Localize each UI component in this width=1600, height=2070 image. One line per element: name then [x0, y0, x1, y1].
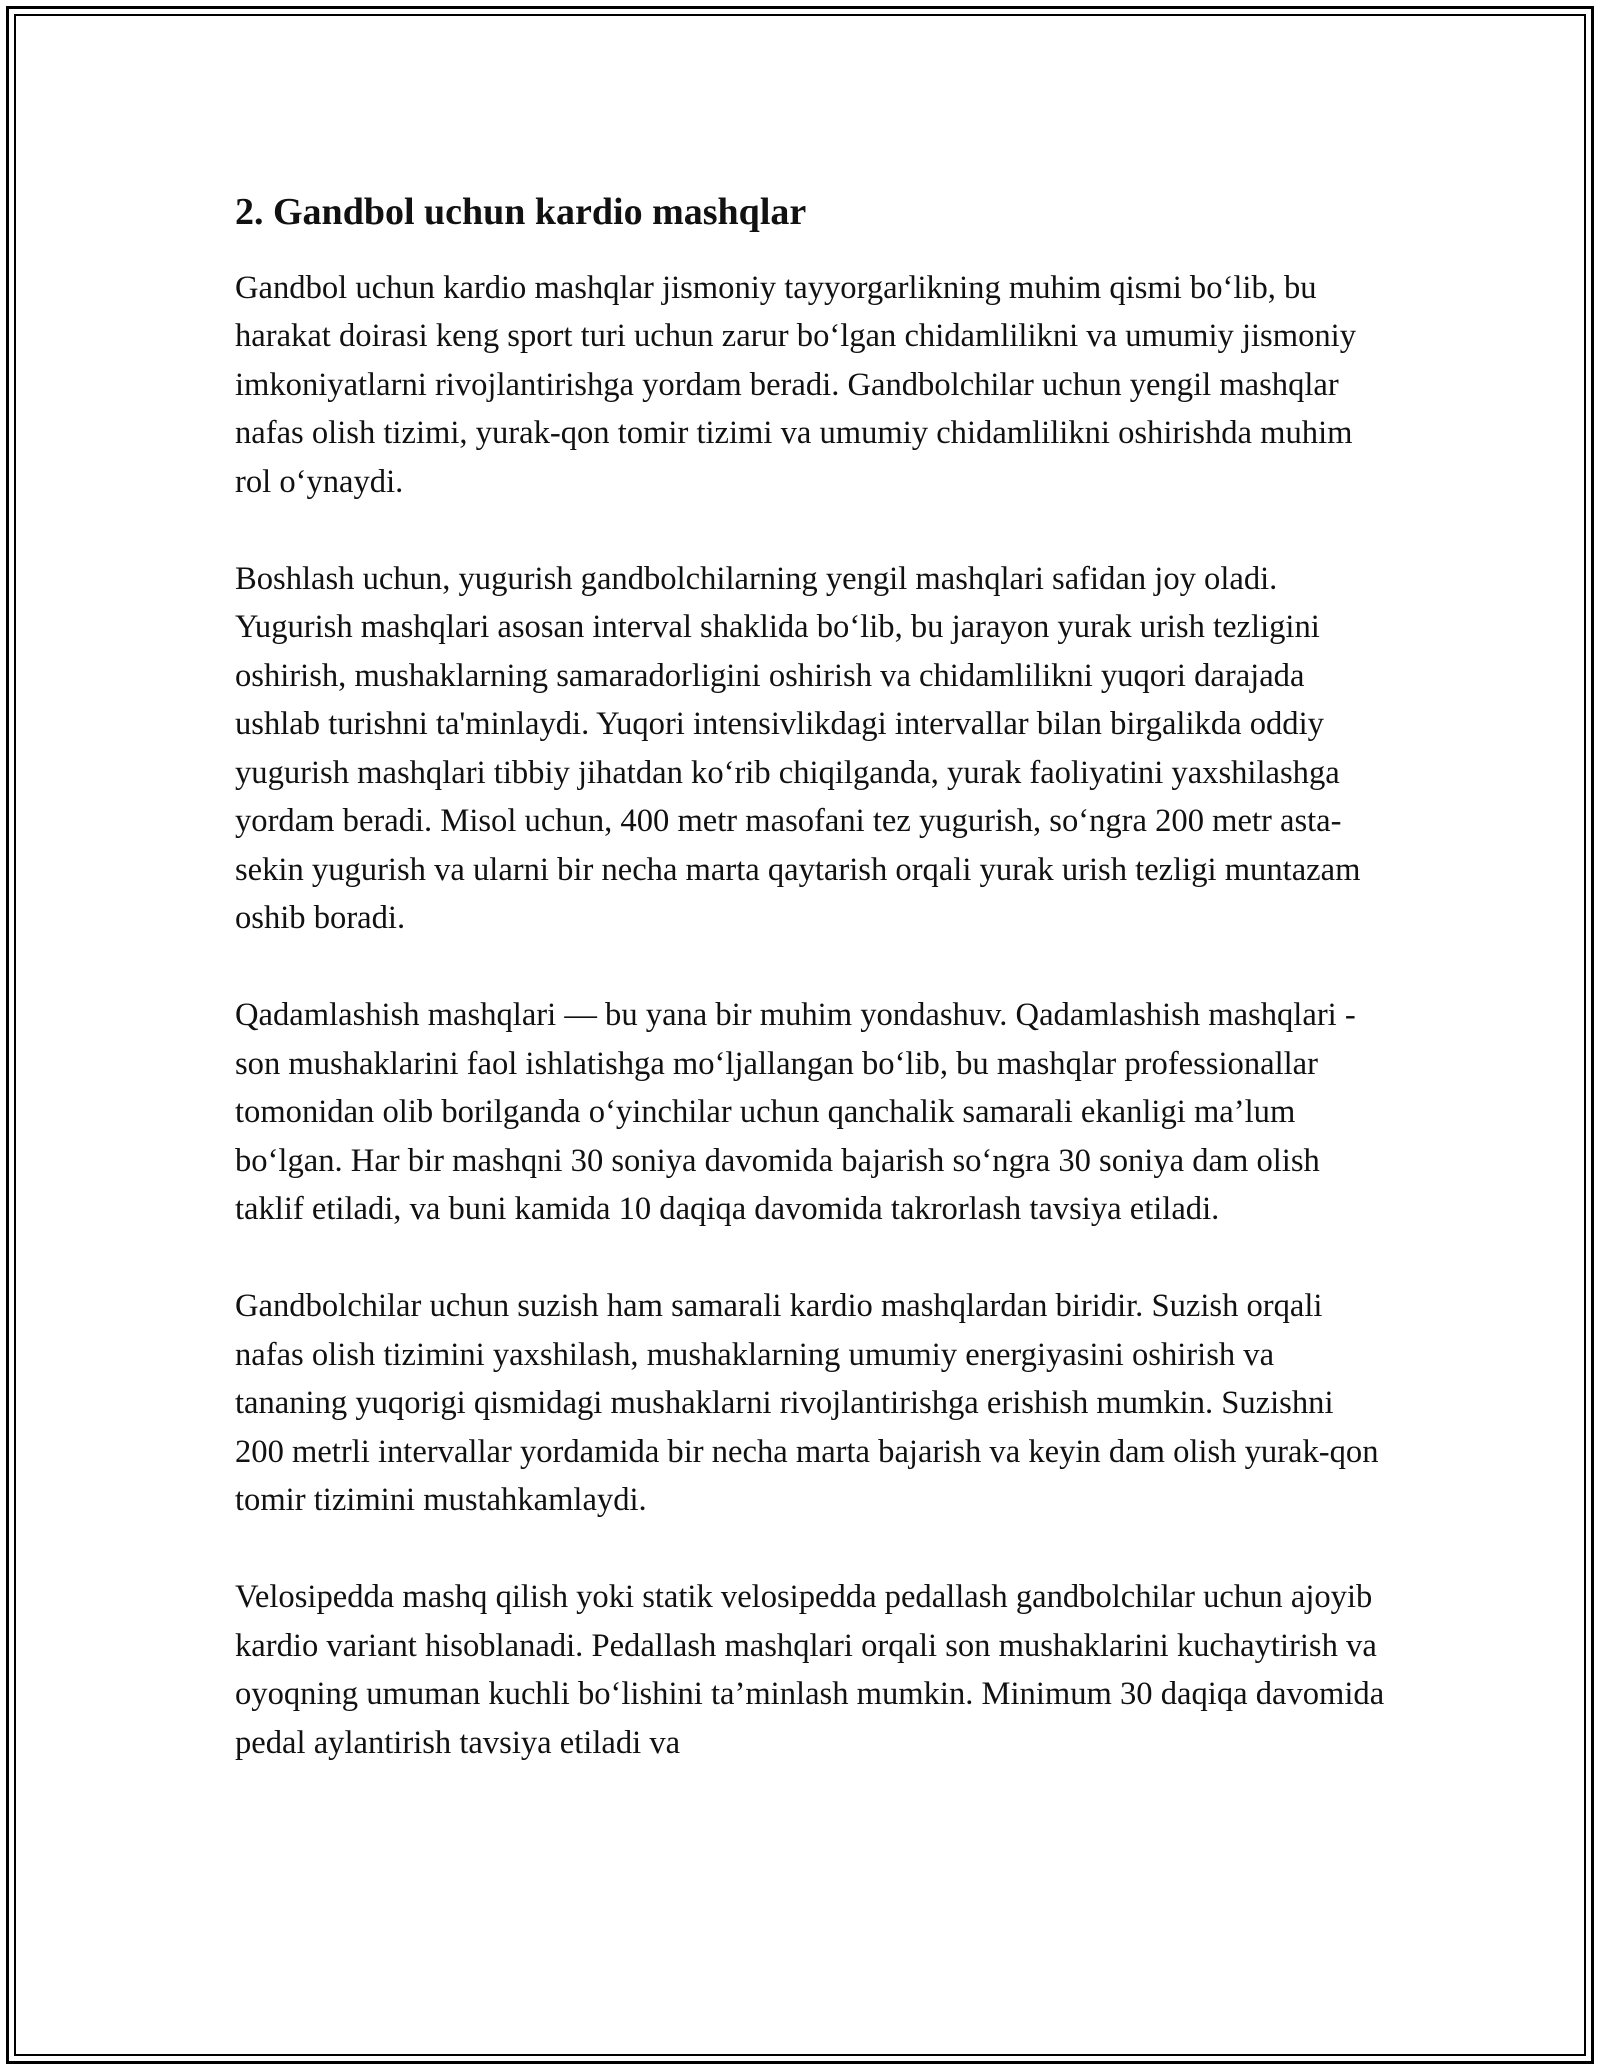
section-heading: 2. Gandbol uchun kardio mashqlar: [235, 191, 807, 233]
document-body: [235, 180, 1385, 1816]
paragraph-5: Velosipedda mashq qilish yoki statik velosipedda pedallash gandbolchilar uchun ajoyib kardio variant hisoblanadi. Pedallash mashqlari orqali son mushaklarini kuchaytirish va oyoqning umuman kuchli bo‘lishini ta’minlash mumkin. Minimum 30 daqiqa davomida pedal aylantirish tavsiya etiladi va: [235, 1579, 1385, 1761]
paragraph-2: Boshlash uchun, yugurish gandbolchilarning yengil mashqlari safidan joy oladi. Yugurish mashqlari asosan interval shaklida bo‘lib, bu jarayon yurak urish tezligini oshirish, mushaklarning samaradorligini oshirish va chidamlilikni yuqori darajada ushlab turishni ta'minlaydi. Yuqori intensivlikdagi intervallar bilan birgalikda oddiy yugurish mashqlari tibbiy jihatdan ko‘rib chiqilganda, yurak faoliyatini yaxshilashga yordam beradi. Misol uchun, 400 metr masofani tez yugurish, so‘ngra 200 metr asta-sekin yugurish va ularni bir necha marta qaytarish orqali yurak urish tezligi muntazam oshib boradi.: [235, 560, 1361, 937]
paragraph-3: Qadamlashish mashqlari — bu yana bir muhim yondashuv. Qadamlashish mashqlari - son mushaklarini faol ishlatishga mo‘ljallangan bo‘lib, bu mashqlar professionallar tomonidan olib borilganda o‘yinchilar uchun qanchalik samarali ekanligi ma’lum bo‘lgan. Har bir mashqni 30 soniya davomida bajarish so‘ngra 30 soniya dam olish taklif etiladi, va buni kamida 10 daqiqa davomida takrorlash tavsiya etiladi.: [235, 997, 1356, 1228]
paragraph-1: Gandbol uchun kardio mashqlar jismoniy tayyorgarlikning muhim qismi bo‘lib, bu harakat doirasi keng sport turi uchun zarur bo‘lgan chidamlilikni va umumiy jismoniy imkoniyatlarni rivojlantirishga yordam beradi. Gandbolchilar uchun yengil mashqlar nafas olish tizimi, yurak-qon tomir tizimi va umumiy chidamlilikni oshirishda muhim rol o‘ynaydi.: [235, 269, 1356, 500]
paragraph-4: Gandbolchilar uchun suzish ham samarali kardio mashqlardan biridir. Suzish orqali nafas olish tizimini yaxshilash, mushaklarning umumiy energiyasini oshirish va tananing yuqorigi qismidagi mushaklarni rivojlantirishga erishish mumkin. Suzishni 200 metrli intervallar yordamida bir necha marta bajarish va keyin dam olish yurak-qon tomir tizimini mustahkamlaydi.: [235, 1288, 1379, 1519]
